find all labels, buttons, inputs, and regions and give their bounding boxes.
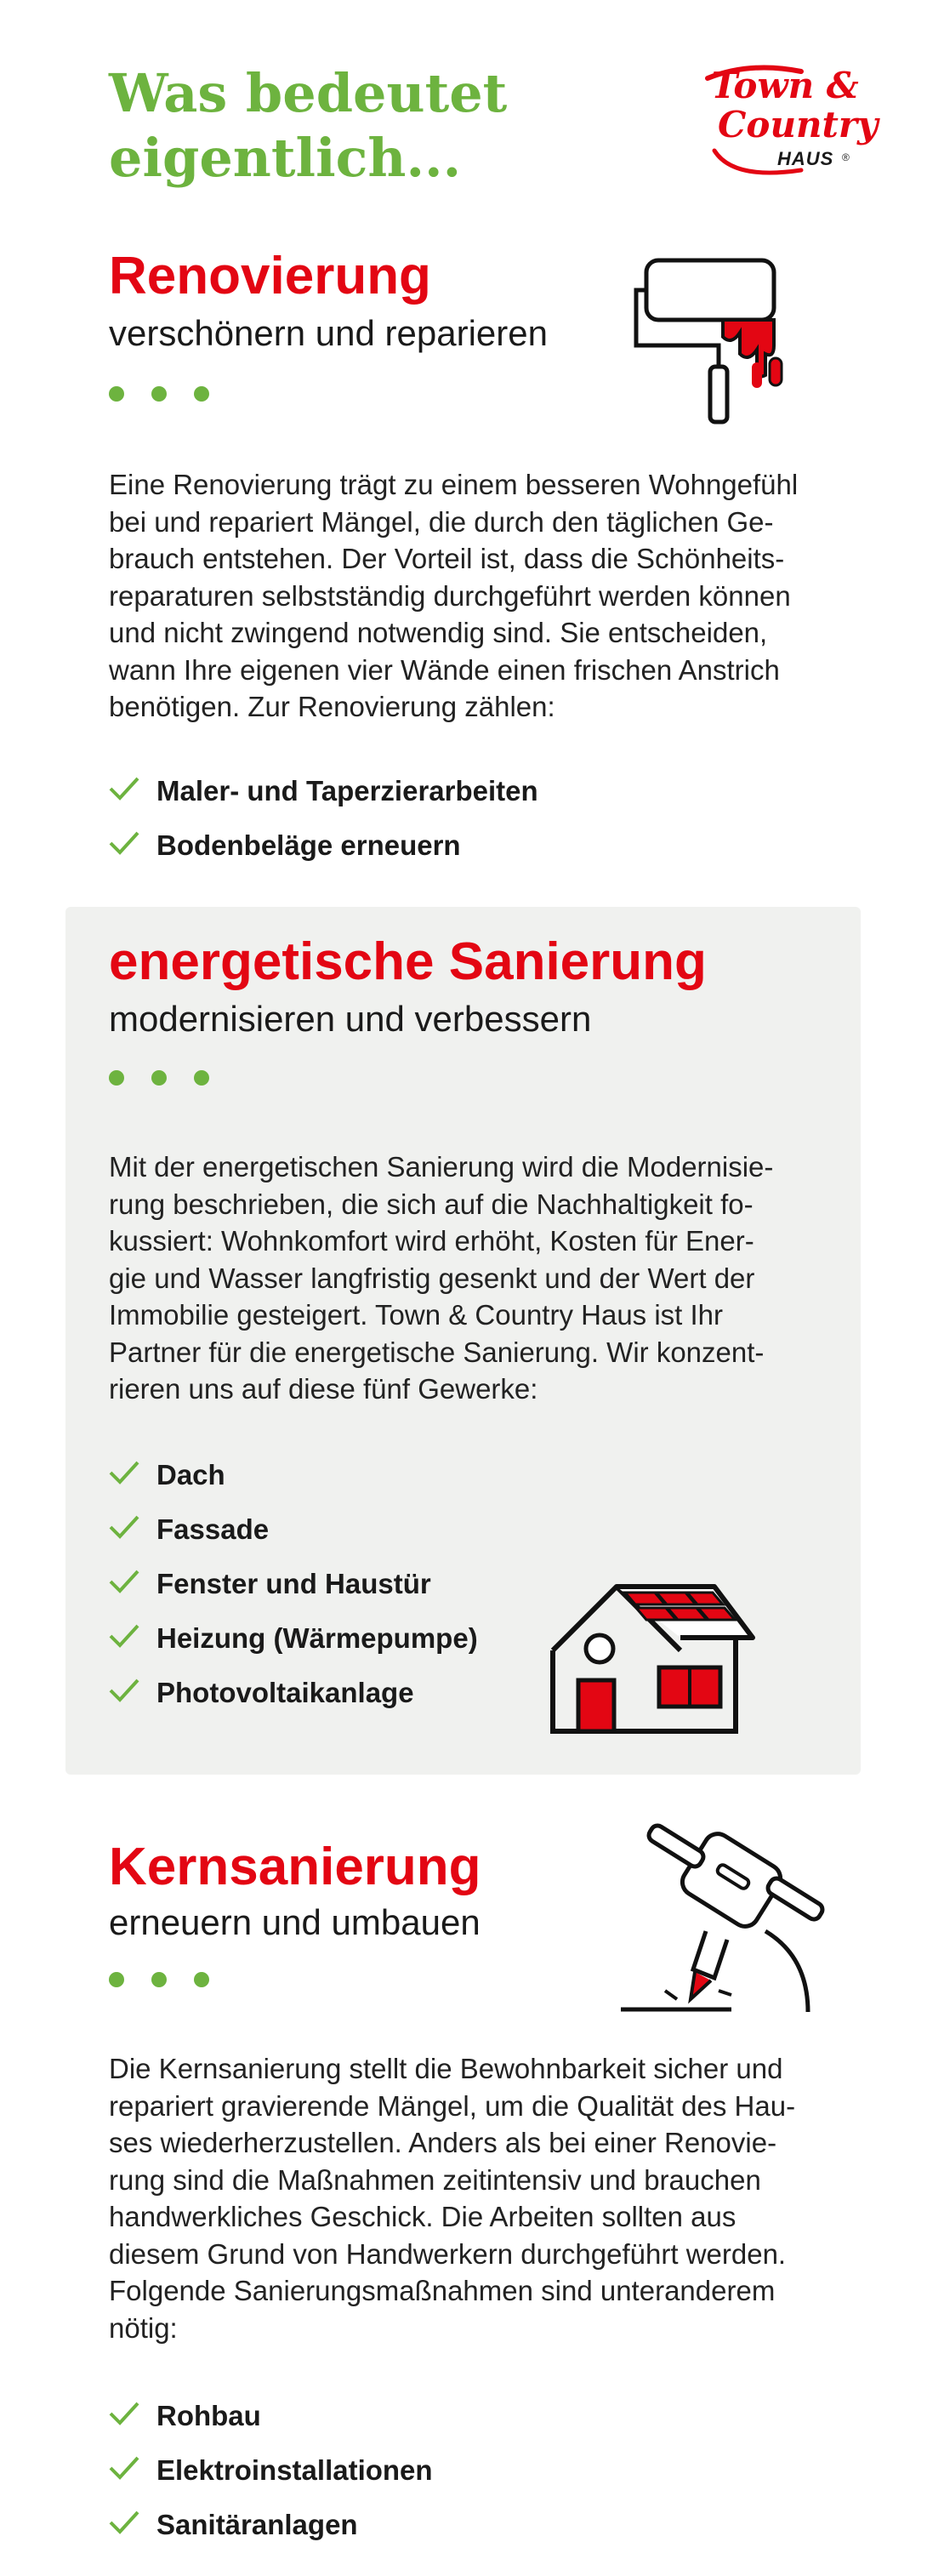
dot	[109, 386, 124, 402]
headline-line-2: eigentlich...	[109, 127, 462, 189]
section-title-kernsanierung: Kernsanierung	[109, 1838, 481, 1896]
dots-divider	[109, 1069, 228, 1087]
section-title-renovierung: Renovierung	[109, 247, 431, 305]
checklist-kernsanierung	[109, 2397, 433, 2561]
paragraph-line: reparaturen selbstständig durchgeführt werden können	[109, 579, 791, 612]
checkmark-icon	[109, 830, 139, 856]
paragraph-line: Partner für die energetische Sanierung. Wir konzent-	[109, 1336, 765, 1368]
paragraph-line: bei und repariert Mängel, die durch den täglichen Ge-	[109, 505, 774, 538]
paragraph-line: Mit der energetischen Sanierung wird die Modernisie-	[109, 1151, 774, 1183]
list-item	[109, 2397, 433, 2452]
paragraph-line: repariert gravierende Mängel, um die Qualität des Hau-	[109, 2089, 796, 2122]
dots-divider	[109, 385, 228, 403]
section-subtitle-kernsanierung: erneuern und umbauen	[109, 1902, 481, 1942]
paragraph-line: diesem Grund von Handwerkern durchgeführt werden.	[109, 2237, 787, 2270]
list-item	[109, 1456, 478, 1511]
paragraph-line: Die Kernsanierung stellt die Bewohnbarkeit sicher und	[109, 2053, 783, 2084]
checkmark-icon	[109, 2510, 139, 2535]
paragraph-line: gie und Wasser langfristig gesenkt und der Wert der	[109, 1262, 755, 1294]
list-item	[109, 2452, 433, 2506]
dot	[194, 386, 209, 402]
logo-line-3: HAUS	[777, 148, 834, 169]
list-item	[109, 2506, 433, 2561]
list-item	[109, 772, 538, 827]
list-item-label: Elektroinstallationen	[156, 2454, 433, 2486]
dot	[109, 1972, 124, 1987]
paragraph-line: und nicht zwingend notwendig sind. Sie entscheiden,	[109, 617, 768, 648]
paragraph-line: rieren uns auf diese fünf Gewerke:	[109, 1373, 538, 1405]
checklist-energetische-sanierung	[109, 1456, 478, 1729]
house-solar-icon	[544, 1574, 757, 1735]
paragraph-line: benötigen. Zur Renovierung zählen:	[109, 691, 555, 722]
list-item	[109, 1565, 478, 1620]
paragraph-line: Folgende Sanierungsmaßnahmen sind unteranderem	[109, 2275, 776, 2306]
logo-line-2: Country	[718, 104, 879, 145]
checkmark-icon	[109, 1460, 139, 1485]
section-paragraph-kernsanierung	[109, 2050, 857, 2346]
logo-line-1: Town &	[711, 65, 859, 106]
paragraph-line: kussiert: Wohnkomfort wird erhöht, Kosten für Ener-	[109, 1225, 754, 1257]
section-title-energetische-sanierung: energetische Sanierung	[109, 932, 707, 991]
dot	[109, 1070, 124, 1086]
checkmark-icon	[109, 1514, 139, 1540]
paint-roller-icon	[629, 252, 799, 430]
checkmark-icon	[109, 2455, 139, 2481]
list-item	[109, 827, 538, 881]
dots-divider	[109, 1970, 228, 1989]
logo-registered: ®	[842, 151, 850, 163]
section-subtitle-renovierung: verschönern und reparieren	[109, 313, 548, 353]
checkmark-icon	[109, 1569, 139, 1594]
paragraph-line: brauch entstehen. Der Vorteil ist, dass die Schönheits-	[109, 543, 785, 574]
list-item-label: Heizung (Wärmepumpe)	[156, 1622, 478, 1654]
paragraph-line: handwerkliches Geschick. Die Arbeiten sollten aus	[109, 2201, 736, 2232]
jackhammer-icon	[612, 1821, 842, 2016]
list-item-label: Bodenbeläge erneuern	[156, 829, 461, 861]
checklist-renovierung	[109, 772, 538, 881]
section-subtitle-energetische-sanierung: modernisieren und verbessern	[109, 999, 592, 1039]
town-country-logo	[699, 61, 879, 189]
paragraph-line: ses wiederherzustellen. Anders als bei einer Renovie-	[109, 2127, 777, 2158]
headline-line-1: Was bedeutet	[109, 62, 508, 124]
list-item-label: Fenster und Haustür	[156, 1568, 431, 1599]
checkmark-icon	[109, 1623, 139, 1649]
dot	[194, 1972, 209, 1987]
paragraph-line: Immobilie gesteigert. Town & Country Haus ist Ihr	[109, 1299, 724, 1331]
list-item-label: Sanitäranlagen	[156, 2509, 358, 2540]
list-item-label: Dach	[156, 1459, 225, 1490]
checkmark-icon	[109, 1678, 139, 1703]
checkmark-icon	[109, 2401, 139, 2426]
list-item	[109, 1620, 478, 1674]
paragraph-line: rung sind die Maßnahmen zeitintensiv und brauchen	[109, 2163, 761, 2196]
list-item-label: Photovoltaikanlage	[156, 1677, 414, 1708]
paragraph-line: rung beschrieben, die sich auf die Nachhaltigkeit fo-	[109, 1188, 754, 1220]
dot	[151, 386, 167, 402]
page-headline	[109, 61, 507, 191]
list-item-label: Maler- und Taperzierarbeiten	[156, 775, 538, 806]
list-item-label: Fassade	[156, 1513, 270, 1545]
list-item	[109, 1511, 478, 1565]
checkmark-icon	[109, 776, 139, 801]
list-item	[109, 1674, 478, 1729]
dot	[151, 1070, 167, 1086]
section-paragraph-energetische-sanierung	[109, 1148, 857, 1408]
section-paragraph-renovierung	[109, 466, 857, 726]
dot	[151, 1972, 167, 1987]
paragraph-line: wann Ihre eigenen vier Wände einen frischen Anstrich	[109, 653, 780, 686]
dot	[194, 1070, 209, 1086]
paragraph-line: nötig:	[109, 2311, 178, 2344]
list-item-label: Rohbau	[156, 2400, 261, 2431]
paragraph-line: Eine Renovierung trägt zu einem besseren Wohngefühl	[109, 469, 799, 500]
